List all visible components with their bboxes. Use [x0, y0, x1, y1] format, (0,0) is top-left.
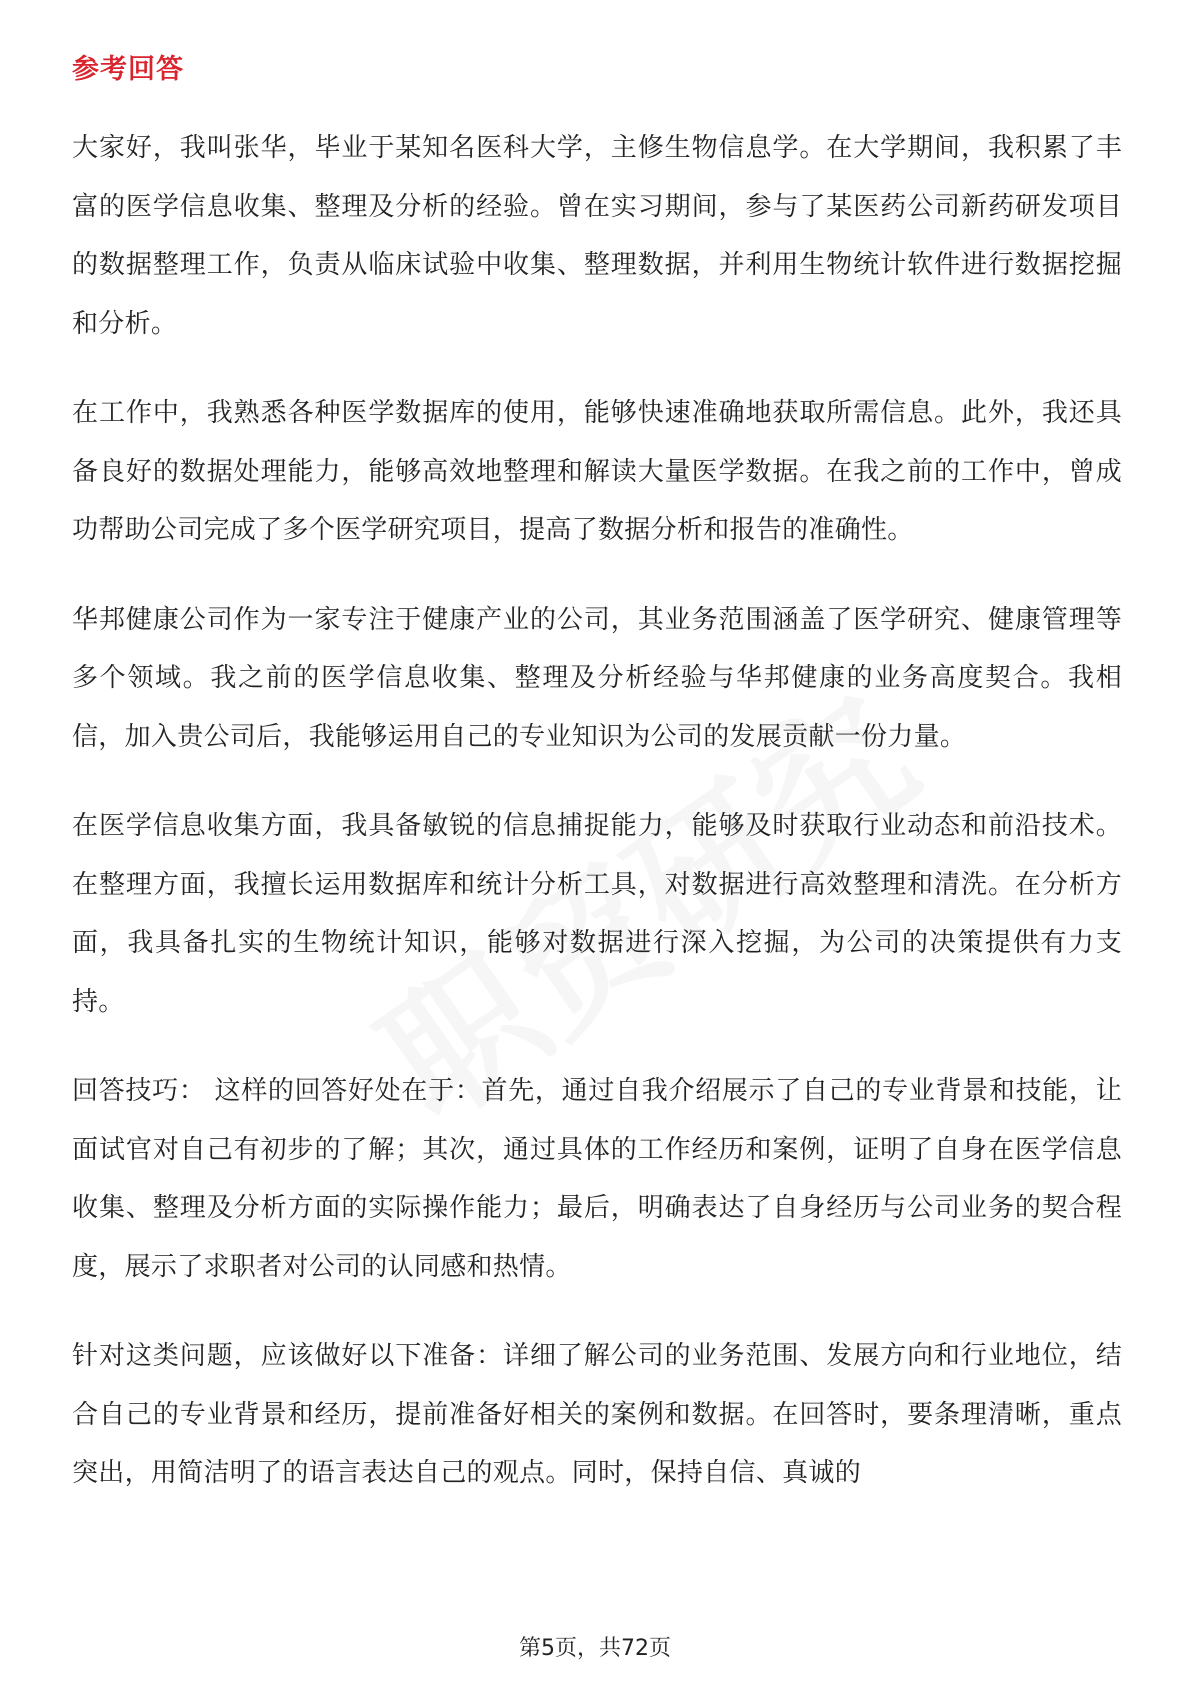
page-number: 第5页，共72页 [519, 1636, 671, 1661]
paragraph-company-fit: 华邦健康公司作为一家专注于健康产业的公司，其业务范围涵盖了医学研究、健康管理等多个领域。我之前的医学信息收集、整理及分析经验与华邦健康的业务高度契合。我相信，加入贵公司后，我能够运用自己的专业知识为公司的发展贡献一份力量。 [72, 604, 1122, 752]
answer-body [72, 119, 1122, 1534]
section-heading: 参考回答 [72, 54, 184, 85]
paragraph-intro: 大家好，我叫张华，毕业于某知名医科大学，主修生物信息学。在大学期间，我积累了丰富的医学信息收集、整理及分析的经验。曾在实习期间，参与了某医药公司新药研发项目的数据整理工作，负责从临床试验中收集、整理数据，并利用生物统计软件进行数据挖掘和分析。 [72, 133, 1122, 339]
paragraph-abilities: 在医学信息收集方面，我具备敏锐的信息捕捉能力，能够及时获取行业动态和前沿技术。在整理方面，我擅长运用数据库和统计分析工具，对数据进行高效整理和清洗。在分析方面，我具备扎实的生物统计知识，能够对数据进行深入挖掘，为公司的决策提供有力支持。 [72, 811, 1122, 1017]
paragraph-answer-tips: 回答技巧： 这样的回答好处在于：首先，通过自我介绍展示了自己的专业背景和技能，让面试官对自己有初步的了解；其次，通过具体的工作经历和案例，证明了自身在医学信息收集、整理及分析方面的实际操作能力；最后，明确表达了自身经历与公司业务的契合程度，展示了求职者对公司的认同感和热情。 [72, 1076, 1122, 1282]
paragraph-work-skills: 在工作中，我熟悉各种医学数据库的使用，能够快速准确地获取所需信息。此外，我还具备良好的数据处理能力，能够高效地整理和解读大量医学数据。在我之前的工作中，曾成功帮助公司完成了多个医学研究项目，提高了数据分析和报告的准确性。 [72, 398, 1122, 545]
paragraph-preparation: 针对这类问题，应该做好以下准备：详细了解公司的业务范围、发展方向和行业地位，结合自己的专业背景和经历，提前准备好相关的案例和数据。在回答时，要条理清晰，重点突出，用简洁明了的语言表达自己的观点。同时，保持自信、真诚的 [72, 1341, 1122, 1488]
